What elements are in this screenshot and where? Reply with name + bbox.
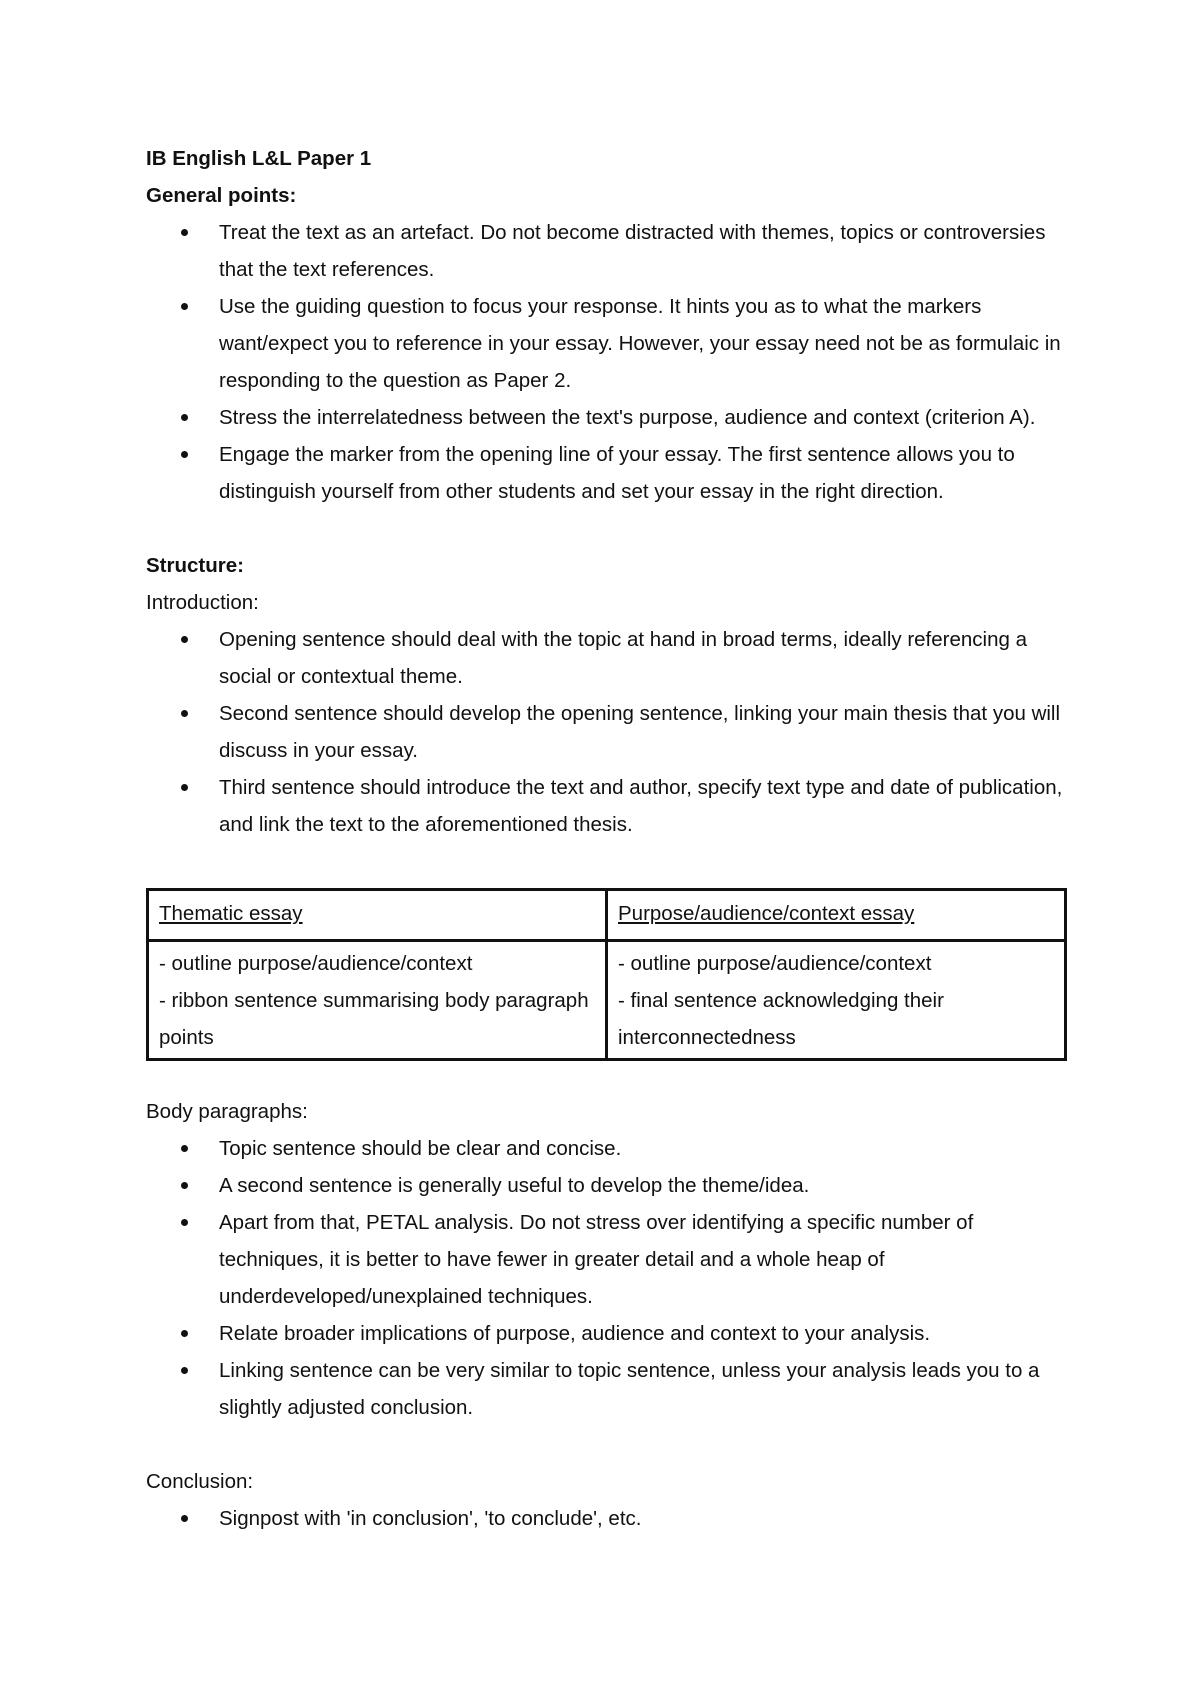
bullet-icon bbox=[181, 229, 188, 236]
pac-essay-header: Purpose/audience/context essay bbox=[607, 890, 1066, 941]
list-item: Signpost with 'in conclusion', 'to conclude', etc. bbox=[219, 1500, 1066, 1537]
bullet-icon bbox=[181, 1219, 188, 1226]
conclusion-label: Conclusion: bbox=[146, 1470, 254, 1493]
body-paragraphs-label: Body paragraphs: bbox=[146, 1100, 308, 1123]
list-item: Second sentence should develop the opening sentence, linking your main thesis that you will discuss in your essay. bbox=[219, 695, 1066, 769]
conclusion-list bbox=[146, 1500, 1066, 1537]
bullet-icon bbox=[181, 451, 188, 458]
general-points-heading: General points: bbox=[146, 184, 297, 207]
list-item: Topic sentence should be clear and concise. bbox=[219, 1130, 1066, 1167]
list-item: A second sentence is generally useful to develop the theme/idea. bbox=[219, 1167, 1066, 1204]
bullet-icon bbox=[181, 1367, 188, 1374]
bullet-icon bbox=[181, 303, 188, 310]
bullet-icon bbox=[181, 1515, 188, 1522]
list-item: Linking sentence can be very similar to topic sentence, unless your analysis leads you to a slightly adjusted conclusion. bbox=[219, 1352, 1066, 1426]
table-header-row bbox=[148, 890, 1066, 941]
list-item: Third sentence should introduce the text and author, specify text type and date of publication, and link the text to the aforementioned thesis. bbox=[219, 769, 1066, 843]
list-item: Relate broader implications of purpose, audience and context to your analysis. bbox=[219, 1315, 1066, 1352]
thematic-essay-header: Thematic essay bbox=[148, 890, 607, 941]
bullet-icon bbox=[181, 784, 188, 791]
document-content bbox=[146, 140, 1066, 1537]
bullet-icon bbox=[181, 636, 188, 643]
general-points-list bbox=[146, 214, 1066, 510]
essay-type-table bbox=[146, 888, 1067, 1061]
structure-heading: Structure: bbox=[146, 554, 244, 577]
table-row bbox=[148, 941, 1066, 1060]
list-item: Use the guiding question to focus your response. It hints you as to what the markers want/expect you to reference in your essay. However, your essay need not be as formulaic in responding to the question as Paper 2. bbox=[219, 288, 1066, 399]
list-item: Apart from that, PETAL analysis. Do not stress over identifying a specific number of techniques, it is better to have fewer in greater detail and a whole heap of underdeveloped/unexplained techniques. bbox=[219, 1204, 1066, 1315]
document-title: IB English L&L Paper 1 bbox=[146, 147, 372, 170]
list-item: Treat the text as an artefact. Do not become distracted with themes, topics or controversies that the text references. bbox=[219, 214, 1066, 288]
list-item: Opening sentence should deal with the topic at hand in broad terms, ideally referencing a social or contextual theme. bbox=[219, 621, 1066, 695]
bullet-icon bbox=[181, 1182, 188, 1189]
introduction-list bbox=[146, 621, 1066, 843]
bullet-icon bbox=[181, 414, 188, 421]
list-item: Stress the interrelatedness between the text's purpose, audience and context (criterion A). bbox=[219, 399, 1066, 436]
introduction-label: Introduction: bbox=[146, 591, 259, 614]
bullet-icon bbox=[181, 710, 188, 717]
thematic-essay-cell: - outline purpose/audience/context - ribbon sentence summarising body paragraph points bbox=[148, 941, 607, 1060]
body-paragraphs-list bbox=[146, 1130, 1066, 1426]
list-item: Engage the marker from the opening line of your essay. The first sentence allows you to distinguish yourself from other students and set your essay in the right direction. bbox=[219, 436, 1066, 510]
pac-essay-cell: - outline purpose/audience/context - final sentence acknowledging their interconnectedness bbox=[607, 941, 1066, 1060]
bullet-icon bbox=[181, 1145, 188, 1152]
bullet-icon bbox=[181, 1330, 188, 1337]
